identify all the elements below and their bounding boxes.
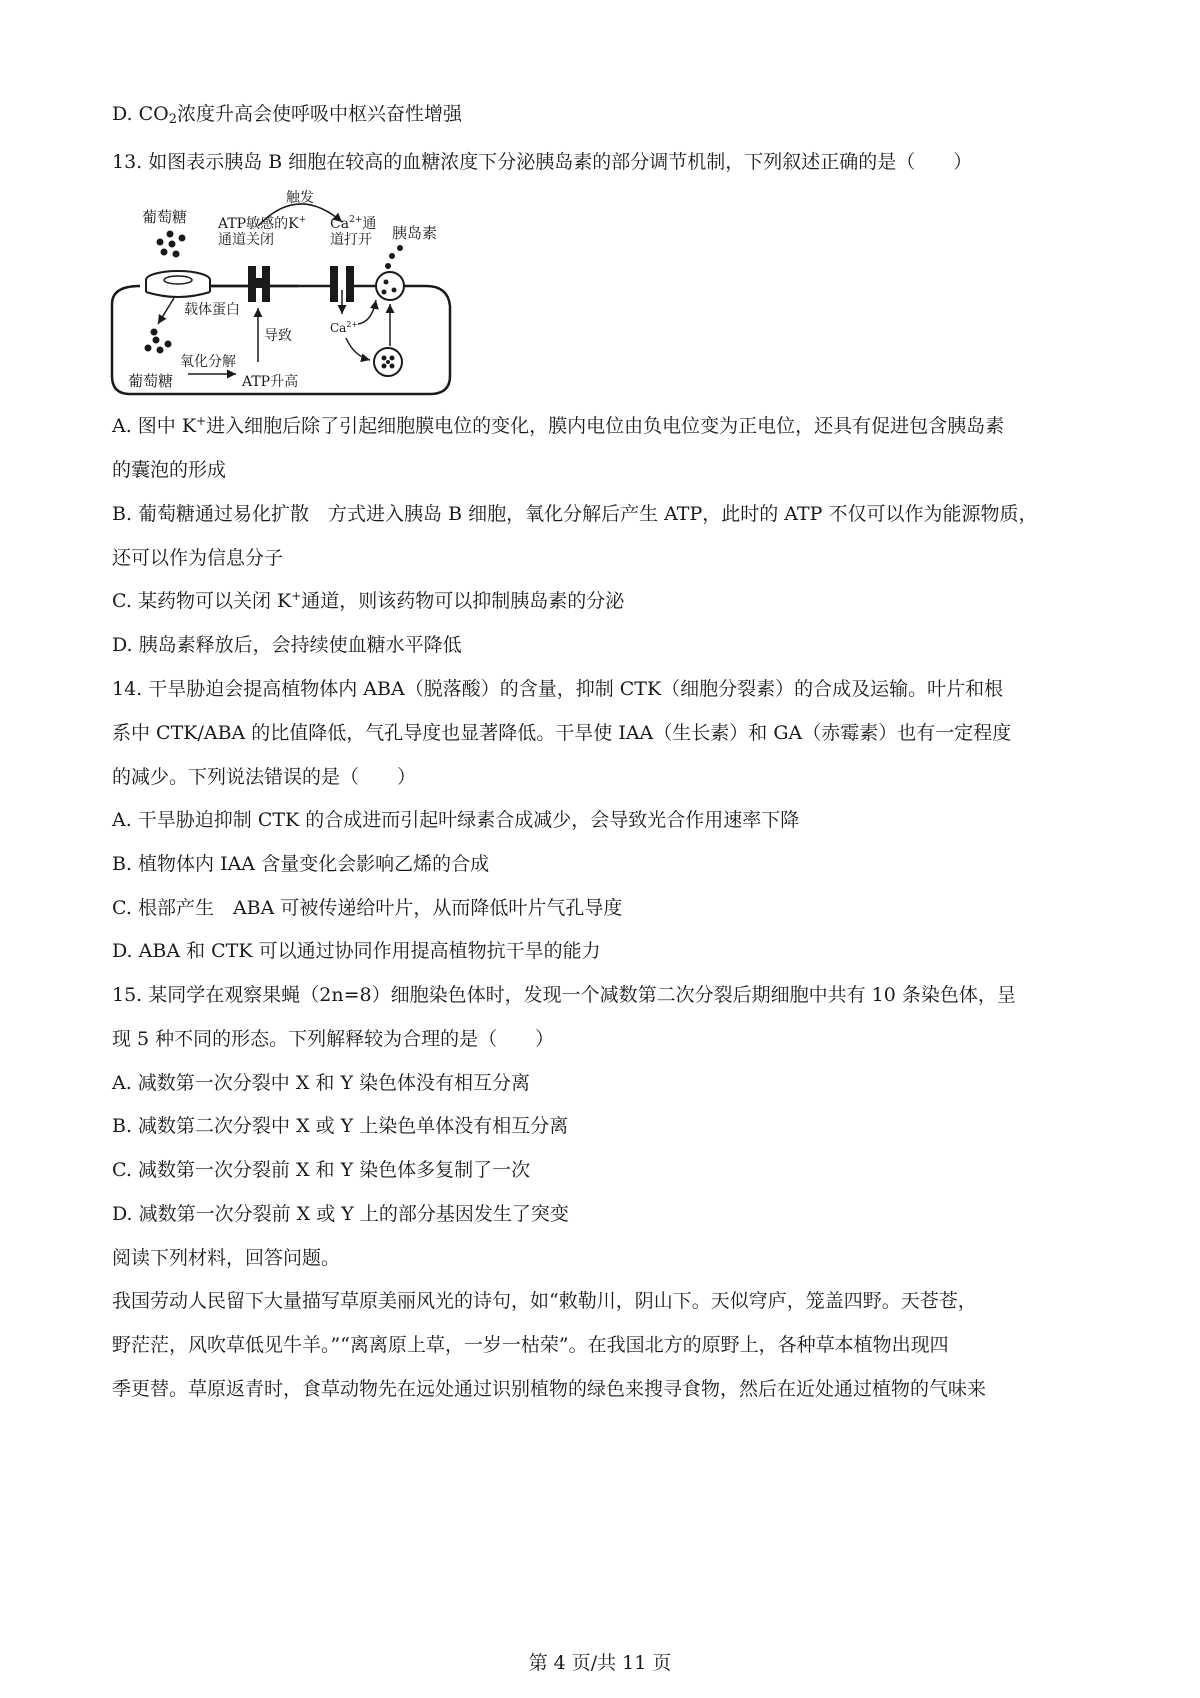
page-footer: 第 4 页/共 11 页	[528, 1652, 672, 1674]
q13-stem: 13. 如图表示胰岛 B 细胞在较高的血糖浓度下分泌胰岛素的部分调节机制，下列叙述正确的是（ ）	[112, 151, 973, 173]
q13-option-a-line2: 的囊泡的形成	[112, 459, 227, 481]
label-glucose-outside: 葡萄糖	[142, 208, 188, 226]
q14-option-b: B. 植物体内 IAA 含量变化会影响乙烯的合成	[112, 853, 490, 875]
label-ca-channel-open: 道打开	[330, 232, 372, 248]
arrow-ca-to-vesicle	[358, 300, 376, 324]
label-atp-rise: ATP升高	[242, 374, 299, 390]
carrier-protein	[146, 271, 210, 297]
q14-option-d: D. ABA 和 CTK 可以通过协同作用提高植物抗干旱的能力	[112, 940, 601, 962]
q13-option-a-line1: A. 图中 K+进入细胞后除了引起细胞膜电位的变化，膜内电位由负电位变为正电位，还具有促进包含胰岛素	[112, 414, 1005, 437]
q15-stem-line1: 15. 某同学在观察果蝇（2n=8）细胞染色体时，发现一个减数第二次分裂后期细胞中共有 10 条染色体，呈	[112, 984, 1016, 1006]
label-lead-to: 导致	[264, 328, 292, 344]
q14-option-c: C. 根部产生 ABA 可被传递给叶片，从而降低叶片气孔导度	[112, 897, 623, 919]
label-insulin: 胰岛素	[392, 224, 438, 242]
label-k-channel-closed: 通道关闭	[218, 232, 274, 248]
q13-option-b-line2: 还可以作为信息分子	[112, 547, 284, 569]
reading-paragraph-line1: 我国劳动人民留下大量描写草原美丽风光的诗句，如“敕勒川，阴山下。天似穹庐，笼盖四野。天苍苍，	[112, 1290, 977, 1312]
q13-option-b-line1: B. 葡萄糖通过易化扩散 方式进入胰岛 B 细胞，氧化分解后产生 ATP，此时的 ATP 不仅可以作为能源物质，	[112, 503, 1038, 525]
label-k-channel: ATP敏感的K+	[218, 215, 307, 232]
insulin-vesicle	[376, 245, 404, 300]
q12-option-d: D. $CO_2$浓度升高会使呼吸中枢兴奋性增强	[112, 103, 463, 127]
glucose-molecules-outside	[157, 231, 186, 258]
q13-option-c: C. 某药物可以关闭 K+通道，则该药物可以抑制胰岛素的分泌	[112, 589, 625, 612]
insulin-secretion-diagram	[108, 186, 478, 426]
q15-option-a: A. 减数第一次分裂中 X 和 Y 染色体没有相互分离	[112, 1072, 531, 1094]
label-ca-ion: $Ca^{2+}$	[330, 320, 359, 335]
q14-stem-line2: 系中 CTK/ABA 的比值降低，气孔导度也显著降低。干旱使 IAA（生长素）和 GA（赤霉素）也有一定程度	[112, 722, 1012, 744]
q14-stem-line3: 的减少。下列说法错误的是（ ）	[112, 766, 417, 788]
k-channel	[248, 266, 270, 302]
q14-stem-line1: 14. 干旱胁迫会提高植物体内 ABA（脱落酸）的含量，抑制 CTK（细胞分裂素）的合成及运输。叶片和根	[112, 678, 1004, 700]
glucose-molecules-inside	[145, 329, 172, 354]
q14-option-a: A. 干旱胁迫抑制 CTK 的合成进而引起叶绿素合成减少，会导致光合作用速率下降	[112, 809, 800, 831]
label-carrier-protein: 载体蛋白	[184, 302, 240, 318]
q15-option-c: C. 减数第一次分裂前 X 和 Y 染色体多复制了一次	[112, 1159, 531, 1181]
label-glucose-inside: 葡萄糖	[128, 372, 174, 390]
q15-stem-line2: 现 5 种不同的形态。下列解释较为合理的是（ ）	[112, 1028, 555, 1050]
label-ca-channel: $Ca^{2+}$通	[330, 215, 377, 232]
arrow-ca-to-inner	[346, 338, 370, 360]
arrow-glucose-in	[158, 298, 174, 324]
q15-option-d: D. 减数第一次分裂前 X 或 Y 上的部分基因发生了突变	[112, 1203, 569, 1225]
reading-paragraph-line2: 野茫茫，风吹草低见牛羊。”“离离原上草，一岁一枯荣”。在我国北方的原野上，各种草本植物出现四	[112, 1334, 949, 1356]
inner-vesicle	[374, 348, 402, 376]
reading-intro: 阅读下列材料，回答问题。	[112, 1247, 341, 1269]
label-trigger: 触发	[286, 190, 314, 206]
reading-paragraph-line3: 季更替。草原返青时，食草动物先在远处通过识别植物的绿色来搜寻食物，然后在近处通过植物的气味来	[112, 1378, 987, 1400]
label-oxidation: 氧化分解	[180, 354, 236, 370]
q13-option-d: D. 胰岛素释放后，会持续使血糖水平降低	[112, 634, 462, 656]
q15-option-b: B. 减数第二次分裂中 X 或 Y 上染色单体没有相互分离	[112, 1115, 569, 1137]
